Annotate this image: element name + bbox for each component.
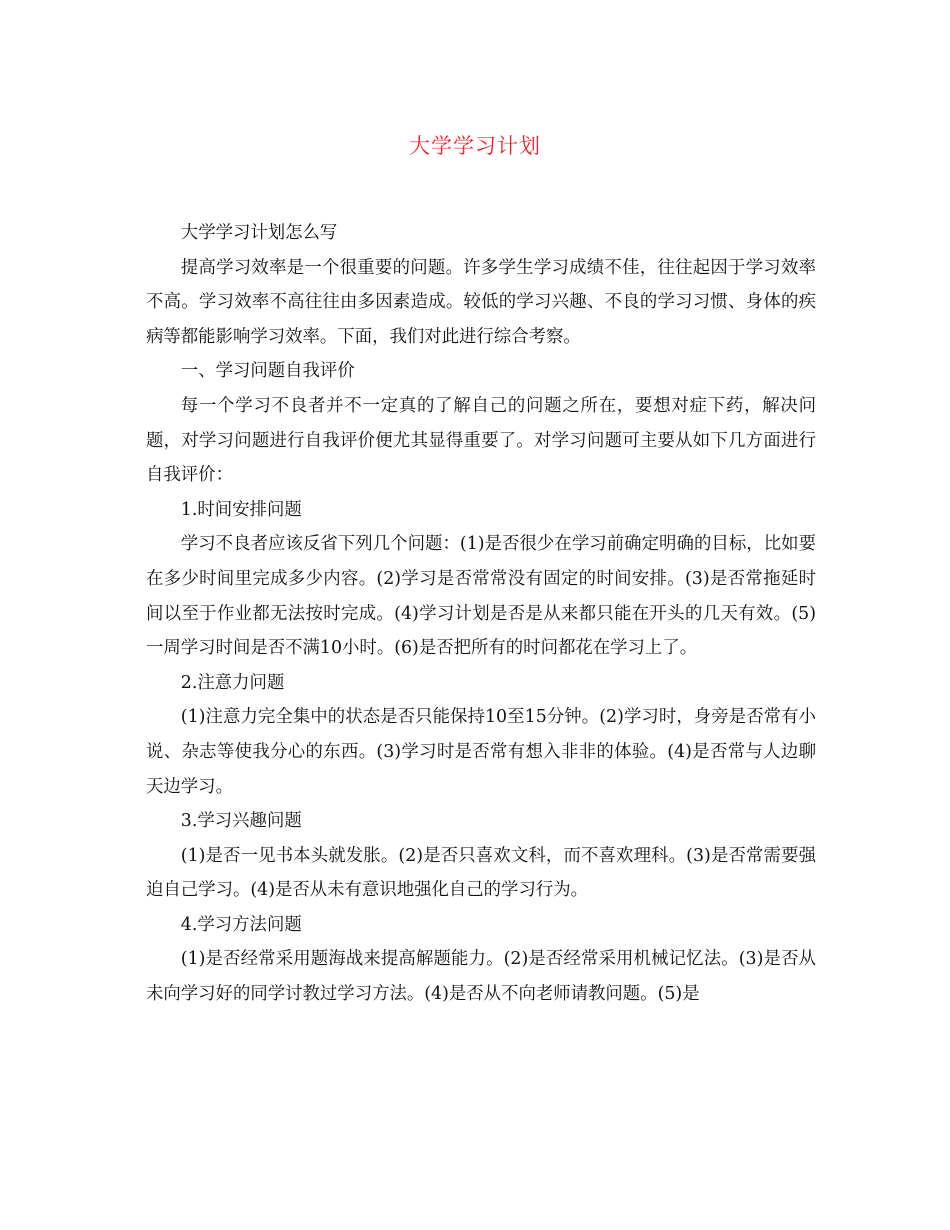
subheading-interest: 3.学习兴趣问题 bbox=[180, 811, 302, 832]
paragraph-subtitle: 大学学习计划怎么写 bbox=[180, 223, 338, 243]
section-heading-self-evaluation: 一、学习问题自我评价 bbox=[180, 361, 355, 382]
document-body bbox=[146, 216, 816, 1012]
paragraph-method: (1)是否经常采用题海战来提高解题能力。(2)是否经常采用机械记忆法。(3)是否从未向学习好的同学讨教过学习方法。(4)是否从不向老师请教问题。(5)是 bbox=[146, 949, 816, 1005]
paragraph-interest: (1)是否一见书本头就发胀。(2)是否只喜欢文科，而不喜欢理科。(3)是否常需要强迫自己学习。(4)是否从未有意识地强化自己的学习行为。 bbox=[146, 845, 816, 901]
subheading-time-arrangement: 1.时间安排问题 bbox=[180, 499, 302, 520]
document-title: 大学学习计划 bbox=[409, 134, 541, 158]
paragraph-time-arrangement: 学习不良者应该反省下列几个问题：(1)是否很少在学习前确定明确的目标，比如要在多少时间里完成多少内容。(2)学习是否常常没有固定的时间安排。(3)是否常拖延时间以至于作业都无法按时完成。(4)学习计划是否是从来都只能在开头的几天有效。(5)一周学习时间是否不满10小时。(6)是否把所有的时问都花在学习上了。 bbox=[146, 534, 816, 659]
paragraph-self-evaluation: 每一个学习不良者并不一定真的了解自己的问题之所在，要想对症下药，解决问题，对学习问题进行自我评价便尤其显得重要了。对学习问题可主要从如下几方面进行自我评价： bbox=[146, 395, 816, 486]
subheading-method: 4.学习方法问题 bbox=[180, 914, 302, 935]
paragraph-attention: (1)注意力完全集中的状态是否只能保持10至15分钟。(2)学习时，身旁是否常有小说、杂志等使我分心的东西。(3)学习时是否常有想入非非的体验。(4)是否常与人边聊天边学习。 bbox=[146, 707, 816, 797]
subheading-attention: 2.注意力问题 bbox=[180, 672, 285, 693]
paragraph-intro: 提高学习效率是一个很重要的问题。许多学生学习成绩不佳，往往起因于学习效率不高。学习效率不高往往由多因素造成。较低的学习兴趣、不良的学习习惯、身体的疾病等都能影响学习效率。下面，我们对此进行综合考察。 bbox=[146, 257, 816, 347]
